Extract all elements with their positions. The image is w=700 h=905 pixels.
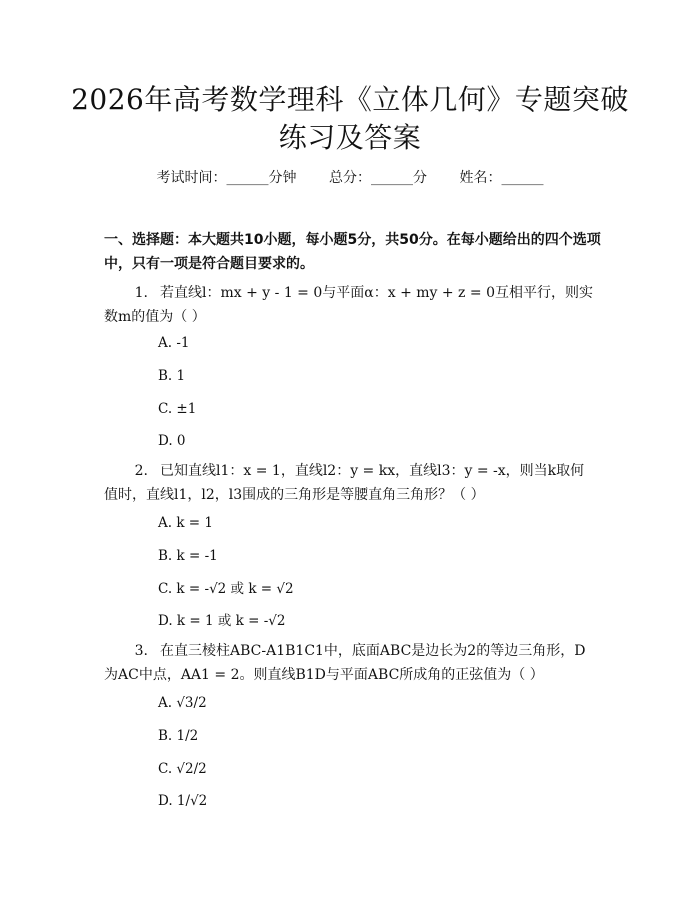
option-a: A. k = 1 (158, 515, 213, 531)
option-a: A. √3/2 (158, 695, 207, 711)
exam-meta (0, 168, 700, 188)
section-heading: 一、选择题：本大题共10小题，每小题5分，共50分。在每小题给出的四个选项中，只有一项是符合题目要求的。 (104, 232, 601, 272)
option-c: C. √2/2 (158, 761, 207, 777)
document-title-line2: 练习及答案 (278, 121, 422, 154)
question-2 (104, 459, 598, 507)
total-score-field: 总分：______分 (329, 170, 427, 186)
question-text: 在直三棱柱ABC-A1B1C1中，底面ABC是边长为2的等边三角形，D为AC中点，AA1 = 2。则直线B1D与平面ABC所成角的正弦值为（ ） (104, 643, 586, 683)
document-title-line1: 2026年高考数学理科《立体几何》专题突破 (71, 83, 629, 116)
option-b: B. 1/2 (158, 728, 199, 744)
question-text: 若直线l：mx + y - 1 = 0与平面α：x + my + z = 0互相平行，则实数m的值为（ ） (104, 285, 593, 325)
question-number: 3. (134, 643, 148, 659)
question-number: 2. (134, 463, 148, 479)
question-1 (104, 281, 598, 329)
option-d: D. 1/√2 (158, 793, 208, 809)
question-text: 已知直线l1：x = 1，直线l2：y = kx，直线l3：y = -x，则当k取何值时，直线l1，l2，l3围成的三角形是等腰直角三角形？（ ） (104, 463, 585, 503)
option-c: C. ±1 (158, 401, 197, 417)
option-a: A. -1 (158, 335, 190, 351)
option-b: B. k = -1 (158, 548, 218, 564)
option-b: B. 1 (158, 368, 186, 384)
option-d: D. 0 (158, 433, 186, 449)
option-c: C. k = -√2 或 k = √2 (158, 581, 294, 597)
option-d: D. k = 1 或 k = -√2 (158, 613, 286, 629)
exam-time-field: 考试时间：______分钟 (156, 170, 297, 186)
question-3 (104, 639, 598, 687)
student-name-field: 姓名：______ (459, 170, 544, 186)
question-number: 1. (134, 285, 148, 301)
